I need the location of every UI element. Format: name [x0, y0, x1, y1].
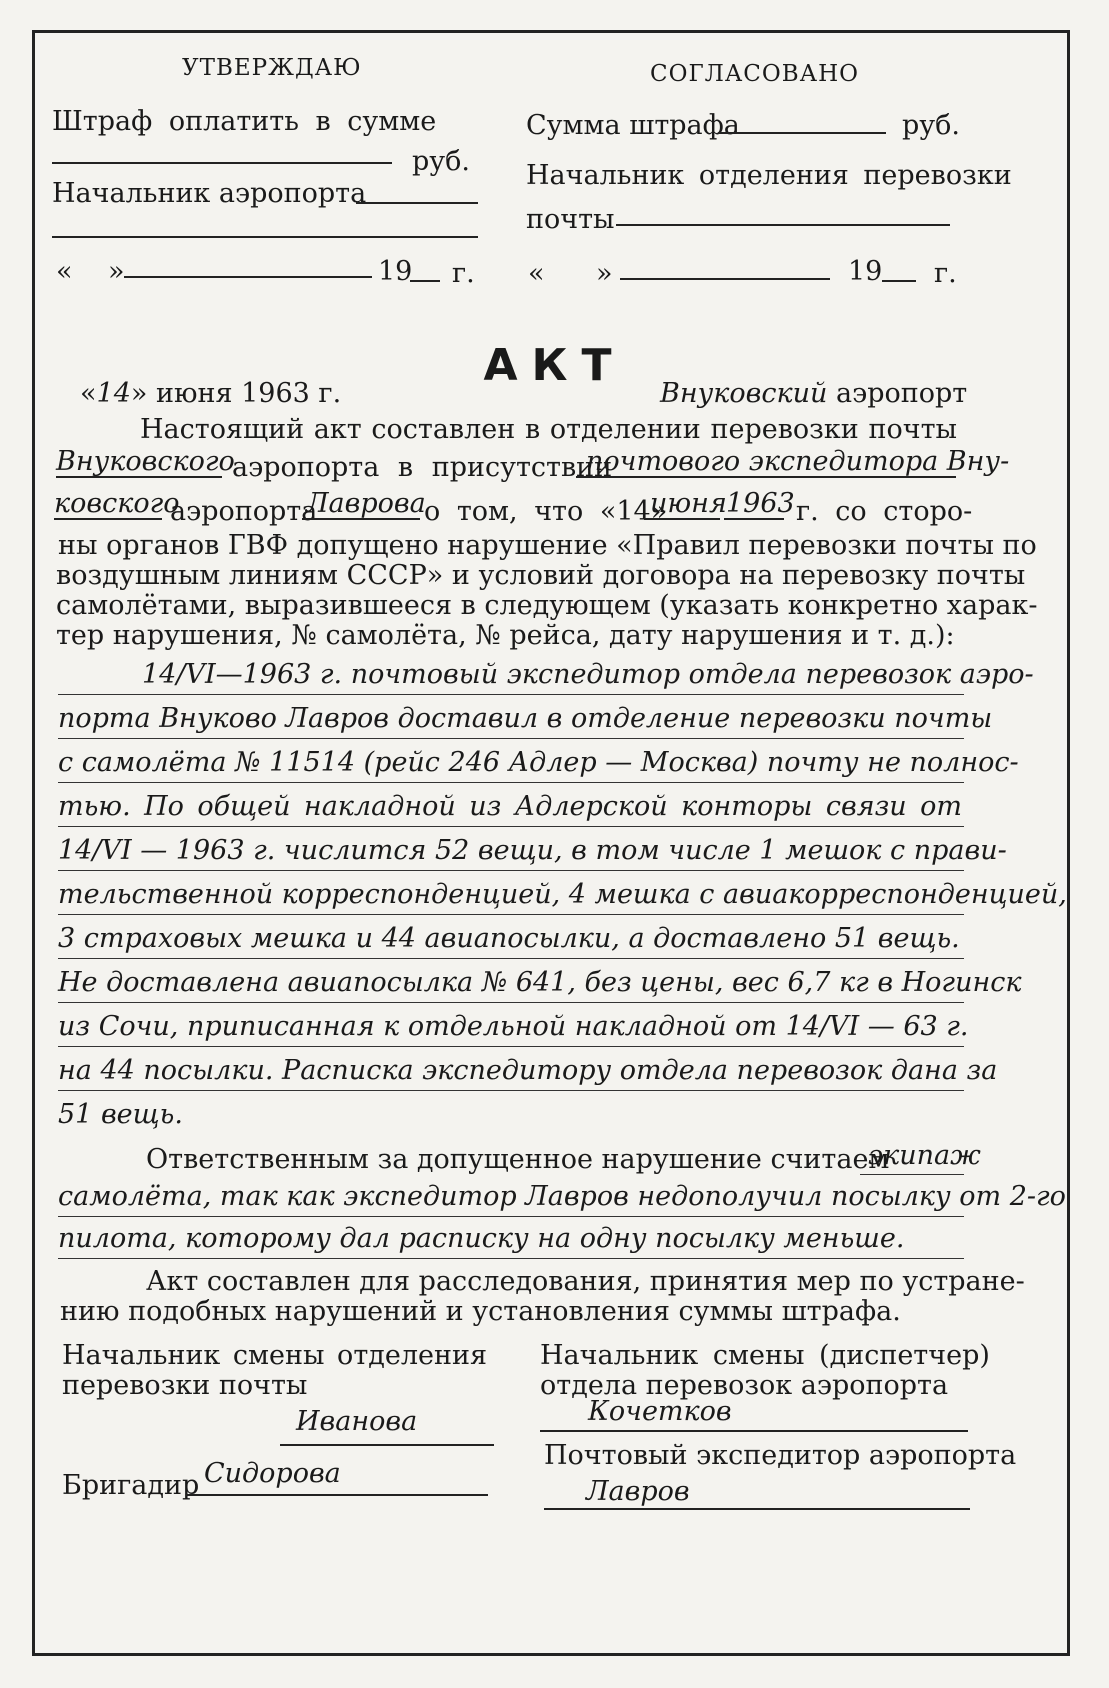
act-airport-word: аэропорт — [836, 378, 968, 409]
violation-rule-9 — [58, 1046, 964, 1047]
violation-rule-7 — [58, 958, 964, 959]
head-airport-sign-line — [356, 202, 478, 204]
act-airport-hw: Внуковский — [660, 378, 828, 409]
violation-line-10: на 44 посылки. Расписка экспедитору отдела перевозок дана за — [58, 1055, 998, 1086]
violation-line-5: 14/VI — 1963 г. числится 52 вещи, в том числе 1 мешок с прави- — [58, 835, 1007, 866]
fine-amount-line — [52, 162, 392, 164]
approve-rub: руб. — [412, 146, 471, 177]
approve-date-line — [124, 276, 372, 278]
body-line-1: Настоящий акт составлен в отделении перевозки почты — [140, 414, 957, 445]
violation-line-8: Не доставлена авиапосылка № 641, без цены, вес 6,7 кг в Ногинск — [58, 967, 1022, 998]
approve-extra-line — [52, 236, 478, 238]
agreed-year: 19 — [848, 256, 883, 287]
left-sign-name: Иванова — [296, 1406, 418, 1437]
responsible-text: Ответственным за допущенное нарушение считаем — [146, 1144, 890, 1175]
head-dept-label: Начальник отделения перевозки — [526, 160, 1012, 191]
act-date — [80, 378, 341, 410]
body-line-4: ны органов ГВФ допущено нарушение «Правил перевозки почты по — [58, 530, 1037, 561]
responsible-rule-2 — [58, 1216, 964, 1217]
document-title: АКТ — [483, 340, 626, 391]
body-l3-hw3: июня — [650, 488, 727, 519]
right-sign-title-1: Начальник смены (диспетчер) — [540, 1340, 990, 1371]
head-dept-sign-line — [616, 224, 950, 226]
violation-rule-1 — [58, 694, 964, 695]
responsible-hw1: экипаж — [868, 1140, 981, 1171]
right-sign-name: Кочетков — [588, 1396, 732, 1427]
violation-line-4: тью. По общей накладной из Адлерской конторы связи от — [58, 791, 962, 822]
purpose-line-1: Акт составлен для расследования, принятия мер по устране- — [146, 1266, 1025, 1297]
fine-pay-label: Штраф оплатить в сумме — [52, 106, 437, 137]
agreed-year-line — [882, 280, 916, 282]
act-date-open: « — [80, 378, 97, 409]
violation-rule-5 — [58, 870, 964, 871]
head-airport-label: Начальник аэропорта — [52, 178, 367, 209]
right-sign-title-3: Почтовый экспедитор аэропорта — [544, 1440, 1017, 1471]
agreed-rub: руб. — [902, 110, 961, 141]
violation-line-11: 51 вещь. — [58, 1099, 183, 1130]
violation-rule-6 — [58, 914, 964, 915]
approve-heading: УТВЕРЖДАЮ — [182, 55, 362, 81]
body-l3-t2: о том, что «14» — [424, 496, 668, 527]
body-l3-t1: аэропорта — [170, 496, 318, 527]
agreed-year-suffix: г. — [934, 258, 957, 289]
body-line-7: тер нарушения, № самолёта, № рейса, дату нарушения и т. д.): — [56, 620, 955, 651]
responsible-hw3: пилота, которому дал расписку на одну посылку меньше. — [58, 1223, 905, 1254]
body-l2-t1: аэропорта в присутствии — [232, 452, 613, 483]
body-l3-hw2: Лаврова — [306, 488, 426, 519]
right-sign-title-2: отдела перевозок аэропорта — [540, 1370, 949, 1401]
agreed-heading: СОГЛАСОВАНО — [650, 61, 859, 87]
body-l2-hw1-line — [56, 476, 222, 478]
body-l3-hw3-line — [644, 518, 720, 520]
approve-date-open: « — [56, 256, 73, 287]
body-l3-hw4-line — [724, 518, 784, 520]
body-line-5: воздушным линиям СССР» и условий договора на перевозку почты — [56, 560, 1026, 591]
fine-sum-label: Сумма штрафа — [526, 110, 740, 141]
brigadier-label: Бригадир — [62, 1470, 200, 1501]
fine-sum-line — [718, 132, 886, 134]
violation-rule-3 — [58, 782, 964, 783]
purpose-line-2: нию подобных нарушений и установления суммы штрафа. — [60, 1296, 901, 1327]
left-sign-line — [280, 1444, 494, 1446]
responsible-hw2: самолёта, так как экспедитор Лавров недополучил посылку от 2-го — [58, 1181, 1066, 1212]
approve-year: 19 — [378, 256, 413, 287]
responsible-rule-1 — [860, 1174, 964, 1175]
body-l3-hw1-line — [54, 518, 162, 520]
body-l3-hw4: 1963 — [726, 488, 795, 519]
right-sign-line — [540, 1430, 968, 1432]
violation-line-1: 14/VI—1963 г. почтовый экспедитор отдела перевозок аэро- — [142, 659, 1034, 690]
brigadier-sign: Сидорова — [204, 1458, 341, 1489]
body-l2-hw2-line — [576, 476, 956, 478]
approve-date-close: » — [108, 256, 125, 287]
violation-rule-4 — [58, 826, 964, 827]
violation-line-2: порта Внуково Лавров доставил в отделение перевозки почты — [58, 703, 993, 734]
right-sign-name-2: Лавров — [586, 1476, 690, 1507]
violation-rule-10 — [58, 1090, 964, 1091]
agreed-date-line — [620, 278, 830, 280]
body-l3-t3: г. со сторо- — [796, 496, 973, 527]
approve-year-suffix: г. — [452, 258, 475, 289]
body-l2-hw1: Внуковского — [56, 446, 235, 477]
agreed-mail-label: почты — [526, 204, 615, 235]
violation-rule-8 — [58, 1002, 964, 1003]
violation-line-3: с самолёта № 11514 (рейс 246 Адлер — Москва) почту не полнос- — [58, 747, 1019, 778]
agreed-date-close: » — [596, 258, 613, 289]
body-line-6: самолётами, выразившееся в следующем (указать конкретно харак- — [56, 590, 1038, 621]
act-date-rest: июня 1963 г. — [156, 378, 342, 409]
brigadier-sign-line — [186, 1494, 488, 1496]
body-l2-hw2: почтового экспедитора Вну- — [586, 446, 1010, 477]
act-day: 14 — [96, 378, 131, 409]
violation-rule-2 — [58, 738, 964, 739]
act-place — [660, 378, 967, 410]
right-sign-line-2 — [544, 1508, 970, 1510]
violation-line-7: 3 страховых мешка и 44 авиапосылки, а доставлено 51 вещь. — [58, 923, 960, 954]
violation-line-6: тельственной корреспонденцией, 4 мешка с авиакорреспонденцией, — [58, 879, 1067, 910]
left-sign-title-1: Начальник смены отделения — [62, 1340, 488, 1371]
violation-line-9: из Сочи, приписанная к отдельной накладной от 14/VI — 63 г. — [58, 1011, 969, 1042]
responsible-rule-3 — [58, 1258, 964, 1259]
act-date-close: » — [130, 378, 148, 409]
body-l3-hw1: ковского — [54, 488, 180, 519]
left-sign-title-2: перевозки почты — [62, 1370, 308, 1401]
body-l3-hw2-line — [302, 518, 420, 520]
approve-year-line — [410, 280, 440, 282]
agreed-date-open: « — [528, 258, 545, 289]
